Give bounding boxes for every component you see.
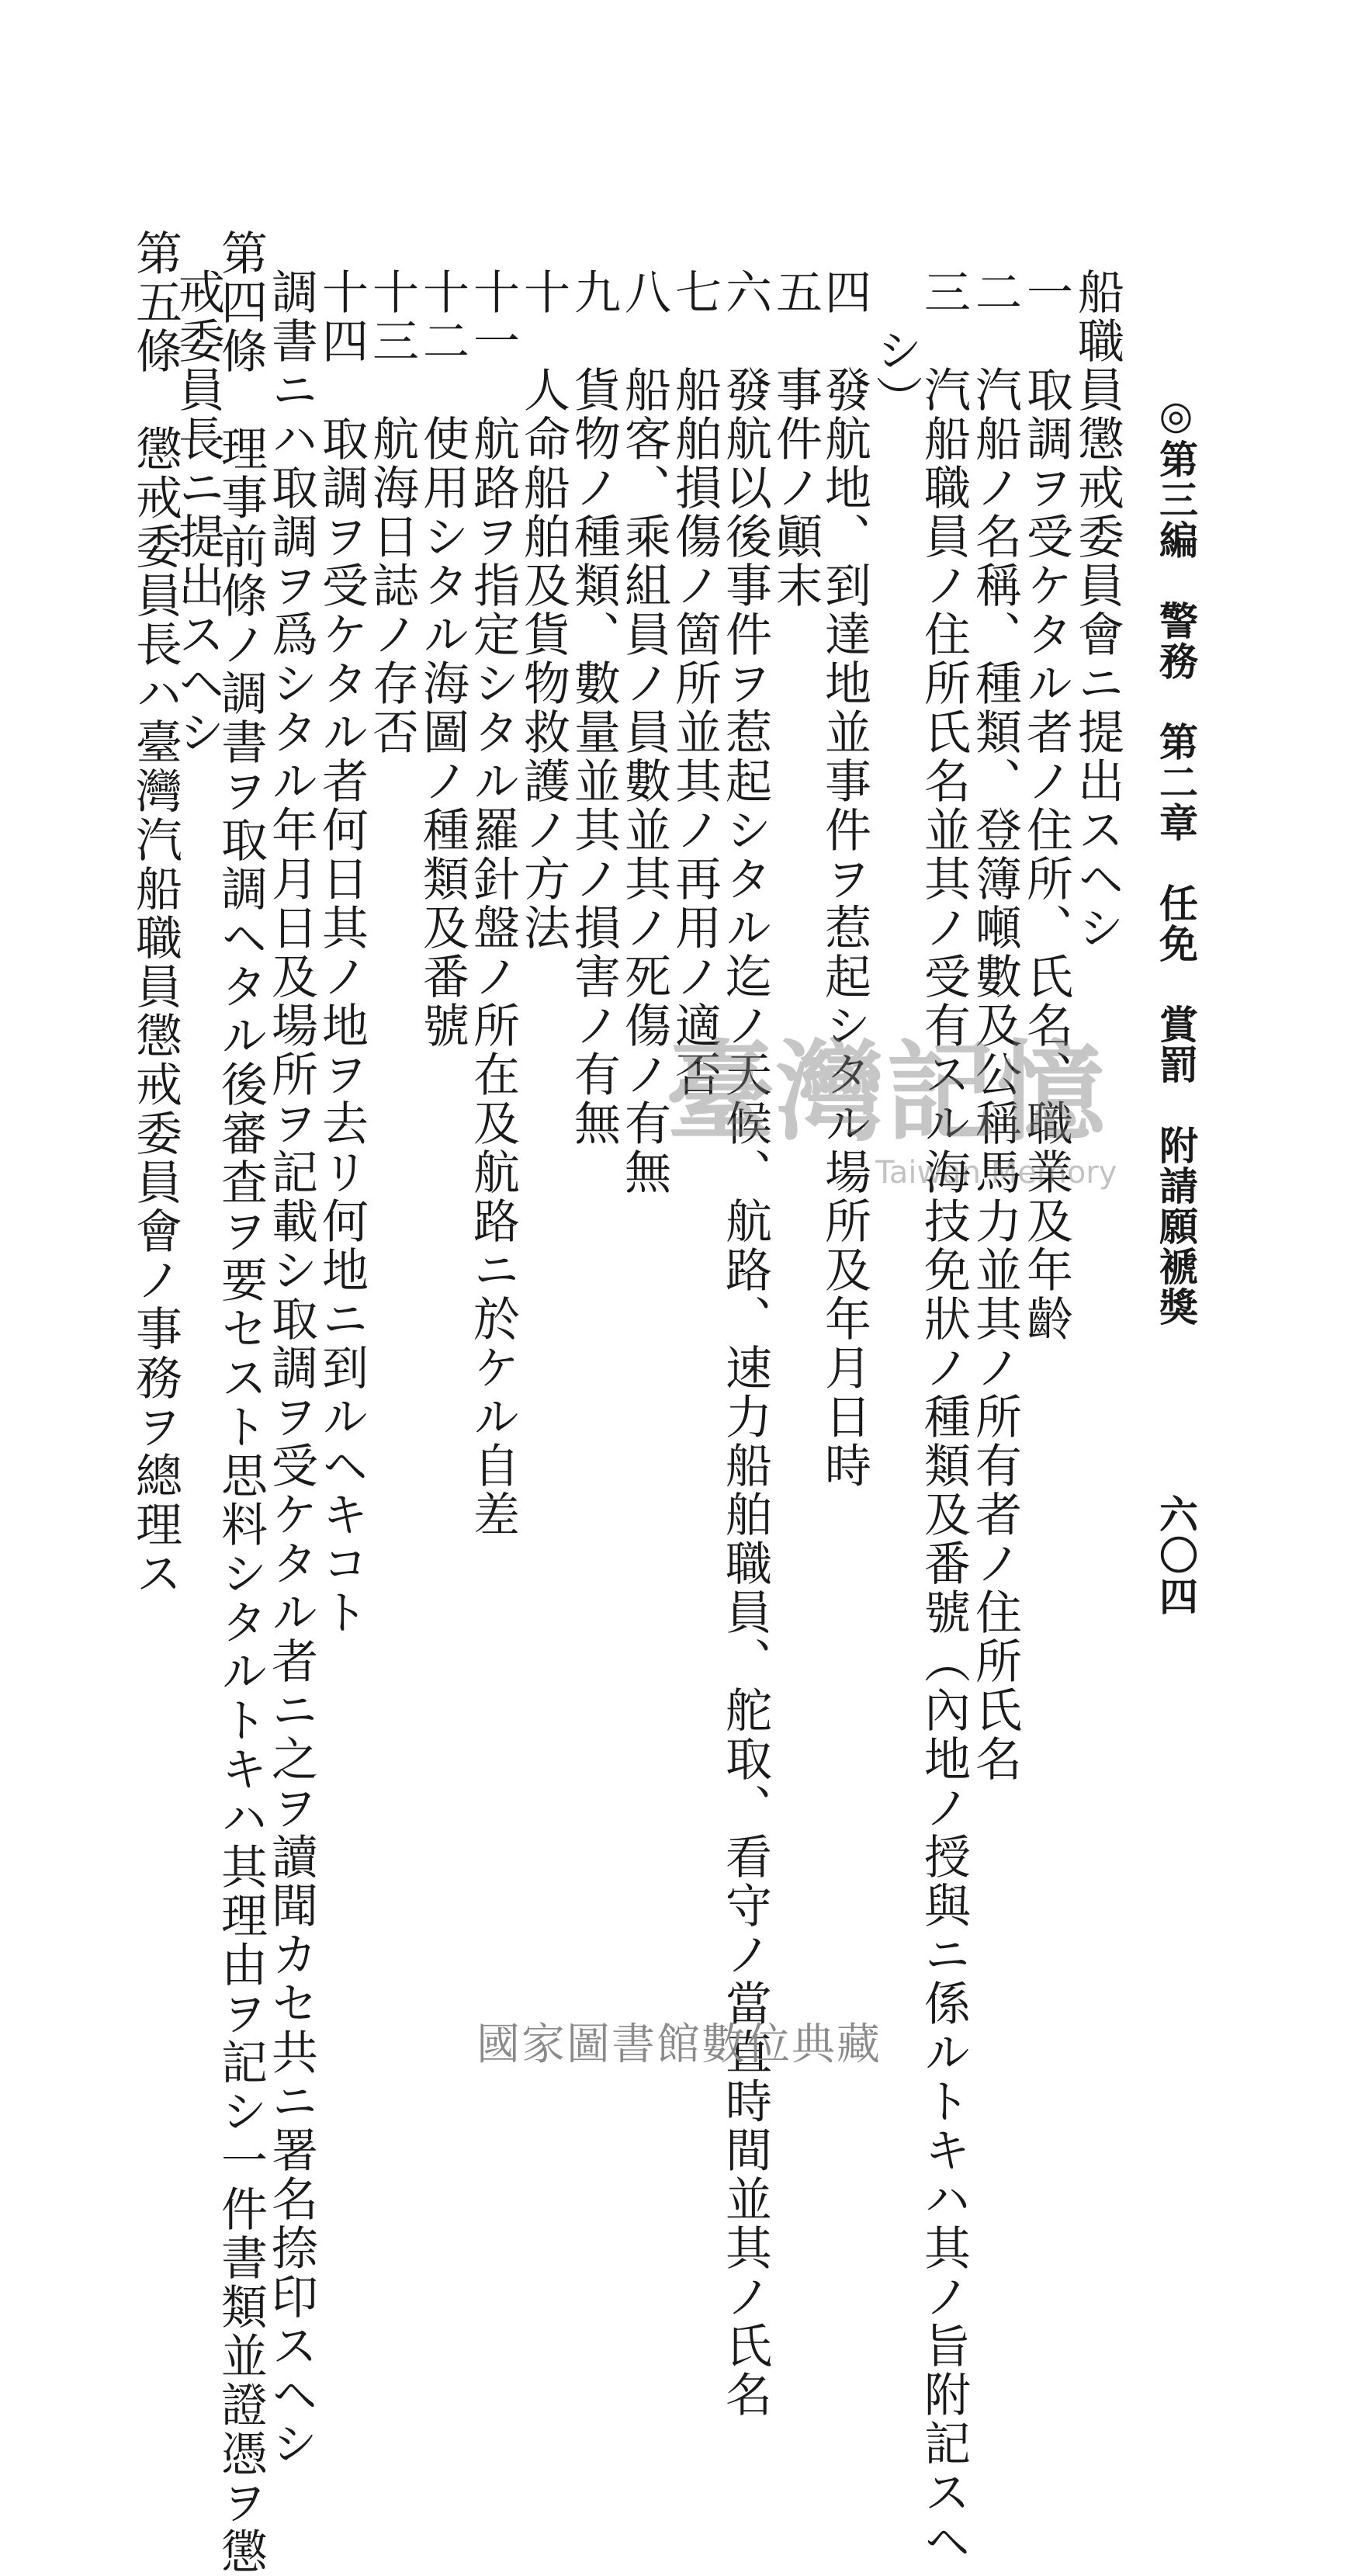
footer-attribution: 國家圖書館數位典藏 bbox=[476, 2020, 882, 2070]
body-line: シ） bbox=[868, 326, 923, 424]
body-line: 三 汽船職員ノ住所氏名並其ノ受有スル海技免狀ノ種類及番號（內地ノ授與ニ係ルトキハ其ノ旨附記スヘ bbox=[916, 268, 971, 2566]
body-line: 戒委員長ニ提出スヘシ bbox=[171, 268, 225, 757]
body-line: 四 發航地、到達地並事件ヲ惹起シタル場所及年月日時 bbox=[817, 268, 871, 1490]
body-line: 十四 取調ヲ受ケタル者何日其ノ地ヲ去リ何地ニ到ルヘキコト bbox=[314, 268, 369, 1637]
watermark bbox=[666, 1029, 1131, 1209]
running-header: ◎第三編 警務 第二章 任免 賞罰 附請願褫獎 bbox=[1153, 392, 1199, 1327]
watermark-sub: Taiwan Memory bbox=[875, 1155, 1117, 1191]
body-line: 調書ニハ取調ヲ爲シタル年月日及場所ヲ記載シ取調ヲ受ケタル者ニ之ヲ讀聞カセ共ニ署名捺印スヘシ bbox=[264, 268, 318, 2468]
body-line: 二 汽船ノ名稱、種類、登簿噸數及公稱馬力並其ノ所有者ノ住所氏名 bbox=[968, 268, 1022, 1784]
body-line: 第四條 理事前條ノ調書ヲ取調ヘタル後審査ヲ要セスト思料シタルトキハ其理由ヲ記シ一件書類並證憑ヲ懲 bbox=[213, 229, 268, 2576]
body-line: 九 貨物ノ種類、數量並其ノ損害ノ有無 bbox=[566, 268, 621, 1148]
body-line: 船職員懲戒委員會ニ提出スヘシ bbox=[1070, 268, 1124, 952]
body-line: 第五條 懲戒委員長ハ臺灣汽船職員懲戒委員會ノ事務ヲ總理ス bbox=[128, 229, 182, 1598]
page-number: 六〇四 bbox=[1153, 1494, 1199, 1617]
body-line: 七 船舶損傷ノ箇所並其ノ再用ノ適否 bbox=[667, 268, 722, 1099]
body-line: 六 發航以後事件ヲ惹起シタル迄ノ天候、航路、速力船舶職員、舵取、看守ノ當直時間並其ノ氏名 bbox=[718, 268, 772, 2419]
body-line: 五 事件ノ顚末 bbox=[768, 268, 823, 610]
body-line: 十三 航海日誌ノ存否 bbox=[365, 268, 419, 757]
body-line: 十 人命船舶及貨物救護ノ方法 bbox=[516, 268, 570, 952]
body-line: 十二 使用シタル海圖ノ種類及番號 bbox=[415, 268, 469, 1050]
body-line: 八 船客、乘組員ノ員數並其ノ死傷ノ有無 bbox=[617, 268, 671, 1197]
body-line: 一 取調ヲ受ケタル者ノ住所、氏名、職業及年齡 bbox=[1019, 268, 1073, 1343]
watermark-main: 臺灣記憶 bbox=[666, 1029, 1107, 1156]
body-line: 十一 航路ヲ指定シタル羅針盤ノ所在及航路ニ於ケル自差 bbox=[466, 268, 520, 1539]
